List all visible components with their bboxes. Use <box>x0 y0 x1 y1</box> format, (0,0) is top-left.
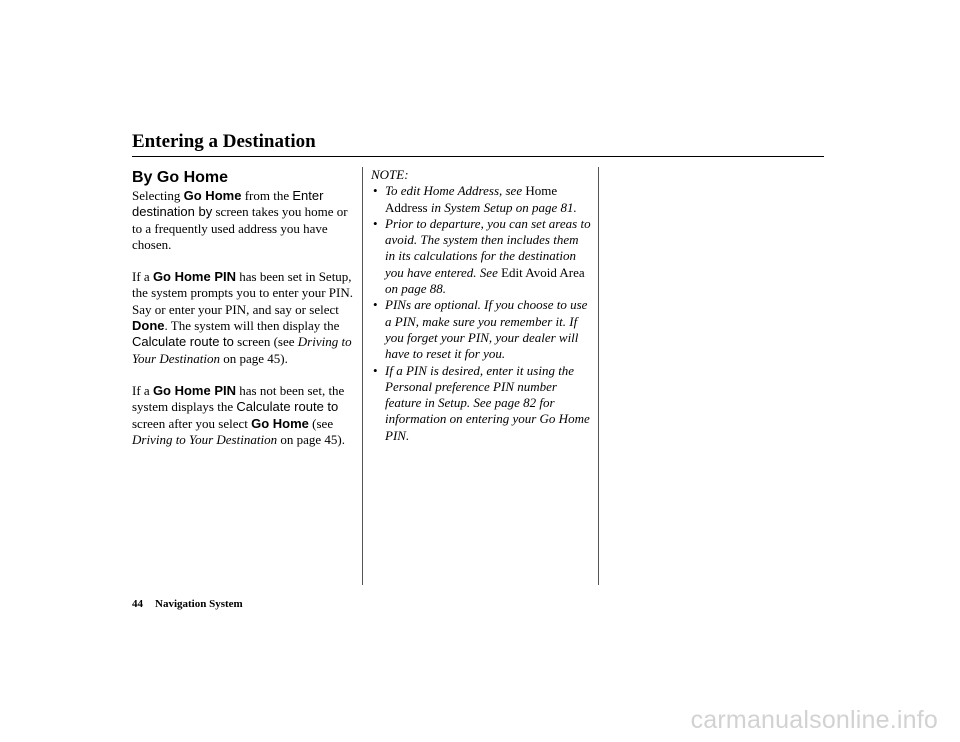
text: Selecting <box>132 188 184 203</box>
bullet-icon: • <box>373 183 378 199</box>
cross-reference: Edit Avoid Area <box>501 264 585 280</box>
note-item <box>371 363 591 444</box>
left-column <box>132 167 354 464</box>
text: Prior to departure, you can set areas to avoid. The system then includes them in its calculations for the destination you have entered. See <box>385 215 591 280</box>
ui-term-enter-destination-by: Enter destination by <box>132 188 324 220</box>
cross-reference: Home Address <box>385 183 558 215</box>
ui-term-calculate-route-to: Calculate route to <box>132 334 234 350</box>
text: on page 88. <box>385 281 447 297</box>
text: in System Setup on page 81. <box>427 199 577 215</box>
watermark: carmanualsonline.info <box>690 706 938 734</box>
text: from the <box>241 188 293 203</box>
text: PINs are optional. If you choose to use a PIN, make sure you remember it. If you forget your PIN, your dealer will have to reset it for you. <box>385 297 588 362</box>
section-heading: By Go Home <box>132 169 229 186</box>
ui-term-done: Done <box>132 318 165 334</box>
text: (see <box>308 415 334 431</box>
column-divider <box>598 167 599 585</box>
book-title: Navigation System <box>155 598 243 610</box>
bullet-icon: • <box>373 215 378 231</box>
column-divider <box>362 167 363 585</box>
ui-term-go-home-pin: Go Home PIN <box>152 382 237 398</box>
cross-reference: Driving to Your Destination <box>132 334 352 366</box>
text: To edit Home Address, see <box>385 183 526 199</box>
text: If a <box>132 269 153 285</box>
page-number: 44 <box>132 598 143 610</box>
note-list <box>371 183 591 444</box>
bullet-icon: • <box>373 297 378 313</box>
note-column <box>371 167 591 444</box>
ui-term-go-home: Go Home <box>183 188 242 203</box>
text: . The system will then display the <box>164 318 340 334</box>
bullet-icon: • <box>373 362 378 378</box>
text: has not been set, the system displays the <box>132 382 345 415</box>
note-item <box>371 216 591 297</box>
note-item <box>371 297 591 362</box>
paragraph-3 <box>132 383 354 448</box>
ui-term-go-home: Go Home <box>251 415 309 431</box>
page-title: Entering a Destination <box>132 131 316 152</box>
note-label: NOTE: <box>371 167 409 182</box>
text: has been set in Setup, the system prompts you to enter your PIN. Say or enter your PIN, and say or select <box>132 269 353 317</box>
text: on page 45). <box>220 350 288 366</box>
text: If a PIN is desired, enter it using the Personal preference PIN number feature in Setup. See page 82 for information on entering your Go Home PIN. <box>385 362 590 443</box>
paragraph-1 <box>132 188 354 253</box>
note-item <box>371 183 591 216</box>
text: If a <box>132 382 153 398</box>
paragraph-2 <box>132 269 354 367</box>
text: screen after you select <box>132 415 252 431</box>
ui-term-calculate-route-to: Calculate route to <box>236 399 339 415</box>
page-footer <box>132 598 243 610</box>
text: on page 45). <box>277 431 345 447</box>
ui-term-go-home-pin: Go Home PIN <box>152 269 237 285</box>
cross-reference: Driving to Your Destination <box>132 431 278 447</box>
text: screen takes you home or to a frequently used address you have chosen. <box>132 204 348 252</box>
title-rule <box>132 156 824 157</box>
text: screen (see <box>233 334 298 350</box>
